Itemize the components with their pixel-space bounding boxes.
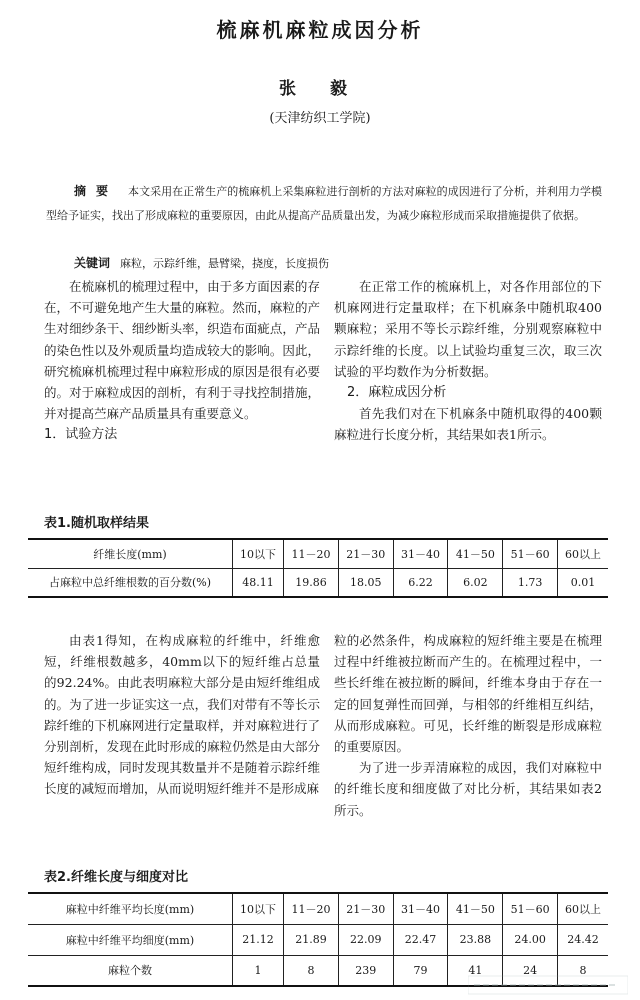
table1-col-header: 11－20 [284,539,339,568]
table1-data-row [28,568,608,597]
table2-caption: 表2.纤维长度与细度对比 [44,870,188,885]
conclusion-paragraph: 粒的必然条件，构成麻粒的短纤维主要是在梳理过程中纤维被拉断而产生的。在梳理过程中，一些长纤维在被拉断的瞬间，纤维本身由于存在一定的回复弹性而回弹，与相邻的纤维相互纠结，从而形成麻粒。可见，长纤维的断裂是形成麻粒的重要原因。 [334,633,602,755]
table2-col-header: 60以上 [558,893,608,924]
section-2-heading: 2．麻粒成因分析 [347,385,447,401]
table2-cell: 41 [448,955,503,986]
table2-cell: 8 [284,955,339,986]
keywords-text: 麻粒，示踪纤维，悬臂梁，挠度，长度损伤 [120,257,330,270]
site-watermark [468,974,628,996]
table1-cell: 48.11 [233,568,284,597]
left-column-bottom [44,630,320,800]
table1-row-label: 占麻粒中总纤维根数的百分数(%) [28,568,233,597]
table2-col-header: 51－60 [503,893,558,924]
table2-cell: 22.47 [393,924,448,955]
keywords-label: 关键词 [74,256,111,270]
table2-row-label: 麻粒中纤维平均细度(mm) [28,924,233,955]
table1-cell: 18.05 [338,568,393,597]
author-name: 张 毅 [279,79,361,99]
analysis-paragraph: 首先我们对在下机麻条中随机取得的400颗麻粒进行长度分析，其结果如表1所示。 [334,406,602,443]
table2-row-fineness [28,924,608,955]
table2-cell: 239 [338,955,393,986]
table2-cell: 22.09 [338,924,393,955]
abstract-text: 本文采用在正常生产的梳麻机上采集麻粒进行剖析的方法对麻粒的成因进行了分析，并利用力学模型给予证实，找出了形成麻粒的重要原因，由此从提高产品质量出发，为减少麻粒形成而采取措施提供了依据。 [46,185,602,222]
intro-paragraph: 在梳麻机的梳理过程中，由于多方面因素的存在，不可避免地产生大量的麻粒。然而，麻粒的产生对细纱条干、细纱断头率，织造布面疵点，产品的染色性以及外观质量均造成较大的影响。因此，研究梳麻机梳理过程中麻粒形成的原因是很有必要的。对于麻粒成因的剖析，有利于寻找控制措施，并对提高苎麻产品质量具有重要意义。 [44,279,320,422]
table2-cell: 21.89 [284,924,339,955]
table2-col-header: 31－40 [393,893,448,924]
result-paragraph: 由表1得知，在构成麻粒的纤维中，纤维愈短，纤维根数越多，40mm以下的短纤维占总量的92.24%。由此表明麻粒大部分是由短纤维组成的。为了进一步证实这一点，我们对带有不等长示踪纤维的下机麻网进行定量取样，并对麻粒进行了分别剖析，发现在此时形成的麻粒仍然是由大部分短纤维构成，同时发现其数量并不是随着示踪纤维长度的减短而增加，从而说明短纤维并不是形成麻 [44,633,320,797]
method-paragraph: 在正常工作的梳麻机上，对各作用部位的下机麻网进行定量取样；在下机麻条中随机取400颗麻粒；采用不等长示踪纤维，分别观察麻粒中示踪纤维的长度。以上试验均重复三次，取三次试验的平均数作为分析数据。 [334,279,602,379]
table1-col-header: 51－60 [503,539,558,568]
paper-title: 梳麻机麻粒成因分析 [216,18,424,42]
abstract [46,179,602,228]
table2-col-header: 10以下 [233,893,284,924]
table2-cell: 24.00 [503,924,558,955]
table1 [28,538,608,598]
table1-cell: 6.22 [393,568,448,597]
table1-header-label: 纤维长度(mm) [28,539,233,568]
table2-col-header: 41－50 [448,893,503,924]
table1-col-header: 31－40 [393,539,448,568]
table2 [28,892,608,987]
table1-cell: 0.01 [558,568,608,597]
table2-cell: 1 [233,955,284,986]
table2-cell: 8 [558,955,608,986]
table2-cell: 79 [393,955,448,986]
table1-caption: 表1.随机取样结果 [44,516,149,531]
table1-col-header: 21－30 [338,539,393,568]
table1-col-header: 41－50 [448,539,503,568]
table1-col-header: 60以上 [558,539,608,568]
table2-cell: 21.12 [233,924,284,955]
table2-header-row [28,893,608,924]
left-column-top [44,276,320,446]
section-1-heading: 1．试验方法 [44,427,118,443]
right-column-top [334,276,602,446]
table1-header-row [28,539,608,568]
keywords [74,254,604,273]
right-column-bottom [334,630,602,821]
table2-cell: 24 [503,955,558,986]
author-affiliation: (天津纺织工学院) [269,111,371,126]
table2-col-header: 11－20 [284,893,339,924]
table1-cell: 1.73 [503,568,558,597]
table2-row-label: 麻粒个数 [28,955,233,986]
table1-col-header: 10以下 [233,539,284,568]
table2-cell: 24.42 [558,924,608,955]
table2-cell: 23.88 [448,924,503,955]
table1-cell: 6.02 [448,568,503,597]
table2-intro-paragraph: 为了进一步弄清麻粒的成因，我们对麻粒中的纤维长度和细度做了对比分析，其结果如表2所示。 [334,760,602,818]
table2-header-label: 麻粒中纤维平均长度(mm) [28,893,233,924]
table2-col-header: 21－30 [338,893,393,924]
table1-cell: 19.86 [284,568,339,597]
abstract-label: 摘要 [74,184,119,198]
